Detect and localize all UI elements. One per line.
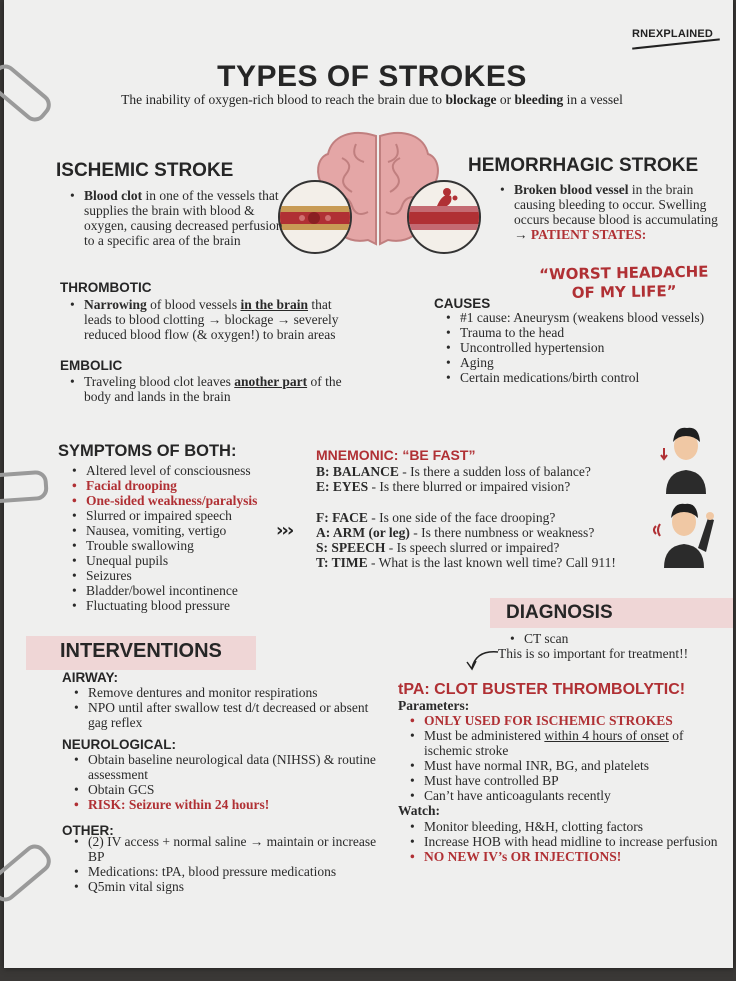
worst-headache-quote: “WORST HEADACHE OF MY LIFE” [539, 262, 709, 302]
list-item: • (2) IV access + normal saline → maintain or increase BP [72, 834, 387, 864]
list-item: • Remove dentures and monitor respirations [72, 685, 382, 700]
list-item: • Must have controlled BP [408, 773, 728, 788]
interventions-heading: INTERVENTIONS [60, 640, 222, 662]
list-item: • NO NEW IV’s OR INJECTIONS! [408, 849, 728, 864]
list-item: • Slurred or impaired speech [70, 508, 300, 523]
airway-heading: AIRWAY: [62, 670, 119, 685]
list-item: • Uncontrolled hypertension [444, 340, 714, 355]
watch-list [408, 819, 728, 864]
diagnosis-heading: DIAGNOSIS [506, 602, 613, 623]
list-item: • CT scan [508, 631, 708, 646]
list-item: • Seizures [70, 568, 300, 583]
list-item: • Monitor bleeding, H&H, clotting factors [408, 819, 728, 834]
list-item: • Must have normal INR, BG, and platelets [408, 758, 728, 773]
hemorrhagic-heading: HEMORRHAGIC STROKE [468, 155, 699, 176]
brand-underline [632, 38, 720, 49]
tpa-heading: tPA: CLOT BUSTER THROMBOLYTIC! [398, 681, 686, 698]
list-item: • Trauma to the head [444, 325, 714, 340]
curved-arrow-icon [464, 648, 500, 672]
thrombotic-heading: THROMBOTIC [60, 280, 152, 295]
diagnosis-note: This is so important for treatment!! [498, 646, 689, 661]
ischemic-heading: ISCHEMIC STROKE [56, 160, 234, 181]
embolic-heading: EMBOLIC [60, 358, 123, 373]
thrombotic-definition: • Narrowing of blood vessels in the brain that leads to blood clotting → blockage → severely reduced blood flow (& oxygen!) to brain areas [68, 297, 358, 342]
list-item: • Certain medications/birth control [444, 370, 714, 385]
symptoms-list [70, 463, 300, 613]
diagnosis-list [508, 631, 708, 646]
arrows-icon: ››› [276, 520, 293, 541]
list-item: • Altered level of consciousness [70, 463, 300, 478]
mnemonic-fast: F: FACE - Is one side of the face drooping? A: ARM (or leg) - Is there numbness or weakness? S: SPEECH - Is speech slurred or impaired? T: TIME - What is the last known well time? Call 911! [316, 510, 616, 570]
list-item: • Unequal pupils [70, 553, 300, 568]
other-heading: OTHER: [62, 823, 114, 838]
list-item: • One-sided weakness/paralysis [70, 493, 300, 508]
list-item: • NPO until after swallow test d/t decreased or absent gag reflex [72, 700, 382, 730]
notes-page [4, 0, 733, 968]
list-item: • Nausea, vomiting, vertigo [70, 523, 300, 538]
list-item: • Obtain GCS [72, 782, 382, 797]
neurological-heading: NEUROLOGICAL: [62, 737, 176, 752]
list-item: • RISK: Seizure within 24 hours! [72, 797, 382, 812]
list-item: • Q5min vital signs [72, 879, 387, 894]
page-subtitle: The inability of oxygen-rich blood to reach the brain due to blockage or bleeding in a vessel [121, 92, 623, 107]
watch-heading: Watch: [398, 803, 440, 818]
parameters-heading: Parameters: [398, 698, 470, 713]
symptoms-heading: SYMPTOMS OF BOTH: [58, 442, 237, 460]
dizzy-person-icon [658, 422, 714, 494]
list-item: • Trouble swallowing [70, 538, 300, 553]
arm-weakness-person-icon [652, 496, 716, 568]
mnemonic-be: B: BALANCE - Is there a sudden loss of balance? E: EYES - Is there blurred or impaired vision? [316, 464, 591, 494]
list-item: • Facial drooping [70, 478, 300, 493]
list-item: • Can’t have anticoagulants recently [408, 788, 728, 803]
neurological-list [72, 752, 382, 812]
ischemic-definition: • Blood clot in one of the vessels that supplies the brain with blood & oxygen, causing decreased perfusion to a specific area of the brain [68, 188, 288, 248]
hemorrhagic-definition: • Broken blood vessel in the brain causing bleeding to occur. Swelling occurs because blood is accumulating → PATIENT STATES: [498, 182, 723, 242]
causes-heading: CAUSES [434, 296, 491, 311]
list-item: • Must be administered within 4 hours of onset of ischemic stroke [408, 728, 728, 758]
other-list [72, 834, 387, 894]
list-item: • Obtain baseline neurological data (NIHSS) & routine assessment [72, 752, 382, 782]
list-item: • Aging [444, 355, 714, 370]
causes-list [444, 310, 714, 385]
bleeding-vessel-icon [407, 180, 481, 254]
list-item: • Bladder/bowel incontinence [70, 583, 300, 598]
clot-vessel-icon [278, 180, 352, 254]
embolic-definition: • Traveling blood clot leaves another part of the body and lands in the brain [68, 374, 368, 404]
airway-list [72, 685, 382, 730]
list-item: • Increase HOB with head midline to increase perfusion [408, 834, 728, 849]
list-item: • Fluctuating blood pressure [70, 598, 300, 613]
list-item: • Medications: tPA, blood pressure medications [72, 864, 387, 879]
page-title: TYPES OF STROKES [217, 60, 527, 93]
binder-ring-middle [0, 470, 49, 505]
brand-logo: RNEXPLAINED [632, 28, 714, 40]
parameters-list [408, 713, 728, 803]
list-item: • #1 cause: Aneurysm (weakens blood vessels) [444, 310, 714, 325]
mnemonic-heading: MNEMONIC: “BE FAST” [316, 447, 476, 463]
list-item: • ONLY USED FOR ISCHEMIC STROKES [408, 713, 728, 728]
